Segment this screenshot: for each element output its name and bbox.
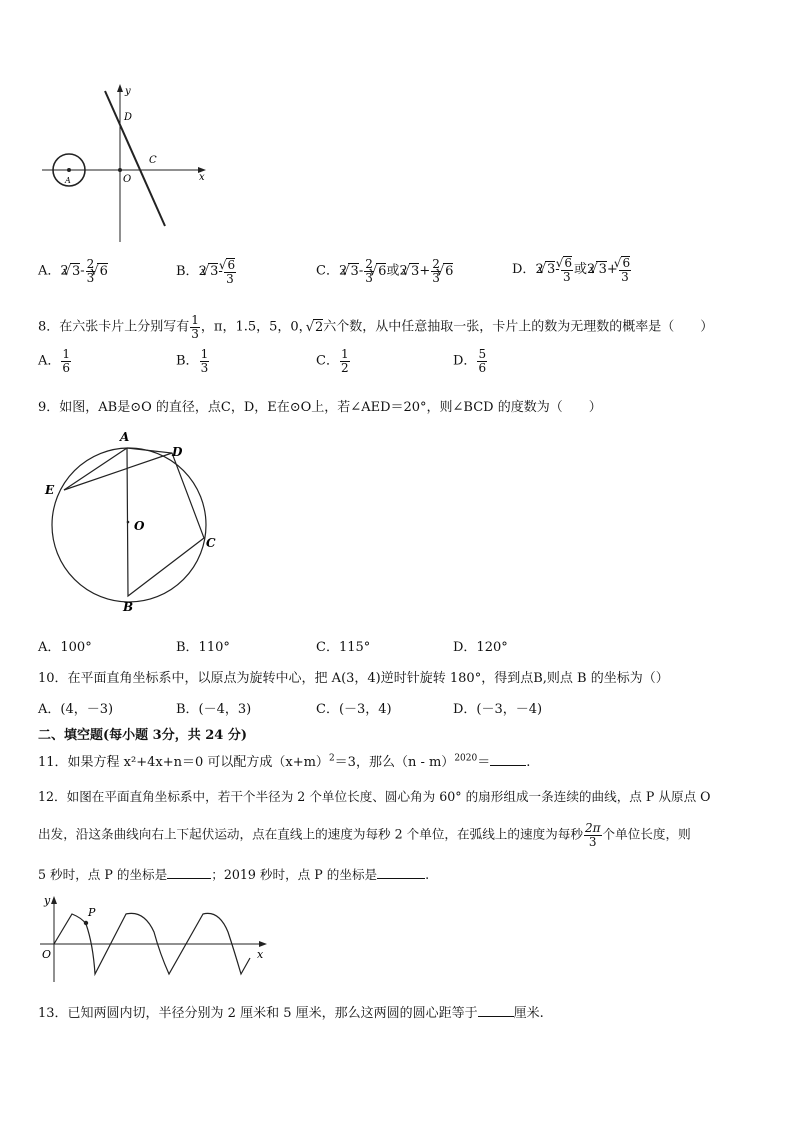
q12-curve-figure <box>36 892 272 984</box>
q10-option-b[interactable]: B．(－4，3) <box>176 702 252 717</box>
label-y: y <box>125 86 131 97</box>
q12-line3: 5 秒时，点 P 的坐标是 ；2019 秒时，点 P 的坐标是 . <box>38 867 430 882</box>
circle-o <box>52 448 206 602</box>
label-b: B <box>123 600 134 614</box>
q8-option-b[interactable]: B． $\frac{1}{3}$ <box>176 347 209 375</box>
label-x: x <box>257 948 264 961</box>
label-o: O <box>42 948 52 961</box>
q9-circle-figure <box>38 426 228 616</box>
q12-answer-blank-2[interactable] <box>377 878 425 879</box>
q7-option-d[interactable]: D．2√ 3- √ $\frac{6}{3}$ 或2√ 3+ √ $\frac{6}{3}$ <box>512 256 632 283</box>
label-a: A <box>120 430 130 444</box>
label-x: x <box>199 172 205 183</box>
label-e: E <box>45 483 55 497</box>
q11-stem: 11．如果方程 x²+4x+n＝0 可以配方成$(x+m)^2=3$，那么（n - m）$^{2020}$＝ . <box>38 753 531 770</box>
label-d: D <box>172 445 183 459</box>
label-o: O <box>134 519 145 533</box>
q12-answer-blank-1[interactable] <box>167 878 211 879</box>
q10-option-c[interactable]: C．(－3，4) <box>316 702 392 717</box>
center-o <box>127 521 130 524</box>
q9-option-b[interactable]: B．110° <box>176 640 230 655</box>
y-axis-arrow <box>117 84 123 92</box>
point-o <box>118 168 122 172</box>
label-p: P <box>88 906 96 919</box>
label-o: O <box>123 174 132 185</box>
label-d: D <box>124 112 133 123</box>
x-axis-arrow <box>259 941 267 947</box>
q13-stem: 13．已知两圆内切，半径分别为 2 厘米和 5 厘米，那么这两圆的圆心距等于 厘米. <box>38 1006 544 1021</box>
q9-stem: 9．如图，AB是⊙O 的直径，点C，D，E在⊙O上，若∠AED＝20°，则∠BCD 的度数为（ ） <box>38 400 602 415</box>
q8-option-a[interactable]: A． $\frac{1}{6}$ <box>38 347 71 375</box>
y-axis-arrow <box>51 896 57 904</box>
q10-option-d[interactable]: D．(－3，－4) <box>453 702 543 717</box>
q12-line2: 出发，沿这条曲线向右上下起伏运动，点在直线上的速度为每秒 2 个单位，在弧线上的速度为每秒 $\frac{2\pi}{3}$ 个单位长度，则 <box>38 821 691 849</box>
q8-option-c[interactable]: C． $\frac{1}{2}$ <box>316 347 349 375</box>
q7-figure <box>38 82 218 244</box>
q7-option-b[interactable]: B．2√ 3- √ $\frac{6}{3}$ <box>176 258 237 285</box>
point-p <box>84 921 88 925</box>
label-a: A <box>65 176 71 185</box>
q7-option-c[interactable]: C．2√ 3- $\frac{2}{3}$ √ 6或2√ 3+ $\frac{2}{3}$ √ 6 <box>316 258 453 284</box>
point-a <box>67 168 71 172</box>
label-c: C <box>206 536 216 550</box>
q8-stem: 8．在六张卡片上分别写有 $\frac{1}{3}$ ，π，1.5，5，0，√ 2六个数，从中任意抽取一张，卡片上的数为无理数的概率是（ ） <box>38 314 713 340</box>
q8-option-d[interactable]: D． $\frac{5}{6}$ <box>453 347 487 375</box>
q7-option-a[interactable]: A．2√ 3- $\frac{2}{3}$ √ 6 <box>38 258 108 284</box>
q9-option-a[interactable]: A．100° <box>38 640 92 655</box>
q9-option-d[interactable]: D．120° <box>453 640 508 655</box>
section-header-fill-in: 二、填空题(每小题 3分，共 24 分) <box>38 728 248 743</box>
chord-ed <box>64 453 172 490</box>
q11-answer-blank[interactable] <box>490 765 526 766</box>
q12-line1: 12．如图在平面直角坐标系中，若干个半径为 2 个单位长度、圆心角为 60° 的扇形组成一条连续的曲线，点 P 从原点 O <box>38 789 711 804</box>
q9-option-c[interactable]: C．115° <box>316 640 371 655</box>
q10-stem: 10．在平面直角坐标系中，以原点为旋转中心，把 A(3，4)逆时针旋转 180°，得到点B,则点 B 的坐标为（） <box>38 671 669 686</box>
q10-option-a[interactable]: A．(4，－3) <box>38 702 114 717</box>
label-c: C <box>149 155 157 166</box>
q13-answer-blank[interactable] <box>478 1016 514 1017</box>
label-y: y <box>44 894 51 907</box>
